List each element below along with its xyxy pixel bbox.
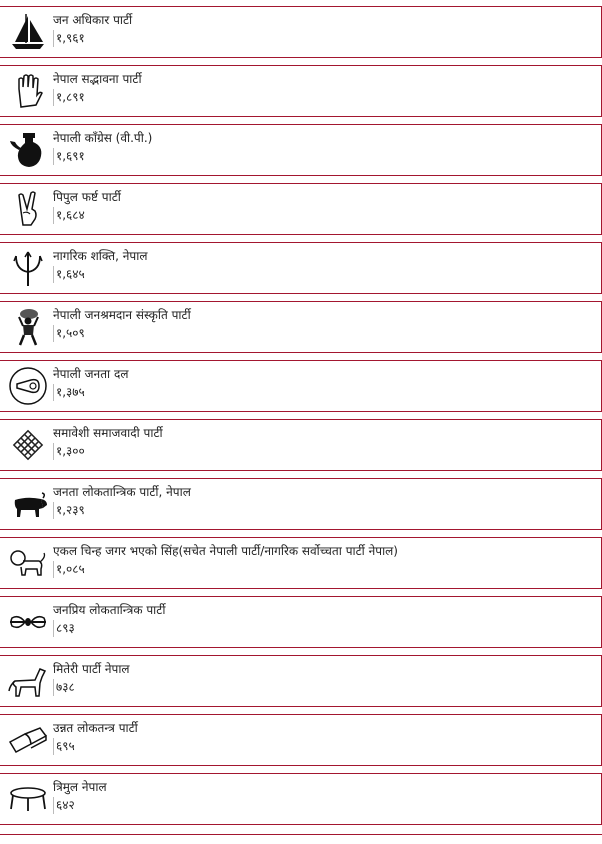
party-name: नेपाली जनश्रमदान संस्कृति पार्टी: [53, 308, 191, 322]
open-book-icon: [7, 720, 49, 760]
vote-count: १,६८४: [53, 207, 121, 224]
party-name: मितेरी पार्टी नेपाल: [53, 662, 130, 676]
party-row: [0, 6, 602, 58]
party-row: [0, 773, 602, 825]
vote-count: ६४२: [53, 797, 107, 814]
trident-icon: [7, 248, 49, 288]
party-name: जनता लोकतान्त्रिक पार्टी, नेपाल: [53, 485, 191, 499]
party-row: [0, 478, 602, 530]
party-name: उन्नत लोकतन्त्र पार्टी: [53, 721, 138, 735]
vote-count: १,०८५: [53, 561, 398, 578]
buffalo-icon: [7, 484, 49, 524]
laborer-carrying-load-icon: [7, 307, 49, 347]
party-row: [0, 242, 602, 294]
horse-icon: [7, 661, 49, 701]
vote-count: १,६४५: [53, 266, 147, 283]
party-name: नेपाली जनता दल: [53, 367, 129, 381]
party-row: [0, 301, 602, 353]
party-name: पिपुल फर्ष्ट पार्टी: [53, 190, 121, 204]
open-hand-icon: [7, 71, 49, 111]
party-row: [0, 537, 602, 589]
party-row: [0, 360, 602, 412]
party-row: [0, 655, 602, 707]
whistle-icon: [7, 366, 49, 406]
party-row: [0, 419, 602, 471]
vajra-icon: [7, 602, 49, 642]
endless-knot-icon: [7, 425, 49, 465]
party-name: जन अधिकार पार्टी: [53, 13, 133, 27]
party-name: जनप्रिय लोकतान्त्रिक पार्टी: [53, 603, 166, 617]
vote-count: १,२३९: [53, 502, 191, 519]
vote-count: १,५०९: [53, 325, 191, 342]
vote-count: ६९५: [53, 738, 138, 755]
vote-count: १,६९१: [53, 148, 152, 165]
party-name: नेपाल सद्भावना पार्टी: [53, 72, 142, 86]
vote-count: ७३८: [53, 679, 130, 696]
water-pitcher-icon: [7, 130, 49, 170]
vote-count: १,३००: [53, 443, 163, 460]
party-row: [0, 65, 602, 117]
victory-hand-icon: [7, 189, 49, 229]
party-row: [0, 714, 602, 766]
vote-count: १,३७५: [53, 384, 128, 401]
vote-count: १,९६१: [53, 30, 132, 47]
vote-count: ८९३: [53, 620, 165, 637]
vote-count: १,८९१: [53, 89, 142, 106]
party-row: [0, 124, 602, 176]
party-name: समावेशी समाजवादी पार्टी: [53, 426, 163, 440]
party-name: एकल चिन्ह जगर भएको सिंह(सचेत नेपाली पार्टी/नागरिक सर्वोच्चता पार्टी नेपाल): [53, 544, 398, 558]
party-name: नेपाली काँग्रेस (वी.पी.): [53, 131, 153, 145]
party-row: [0, 183, 602, 235]
party-name: त्रिमुल नेपाल: [53, 780, 107, 794]
tripod-stand-icon: [7, 779, 49, 819]
party-row: [0, 596, 602, 648]
lion-icon: [7, 543, 49, 583]
list-bottom-divider: [0, 834, 602, 835]
sailboat-icon: [7, 12, 49, 52]
party-name: नागरिक शक्ति, नेपाल: [53, 249, 148, 263]
